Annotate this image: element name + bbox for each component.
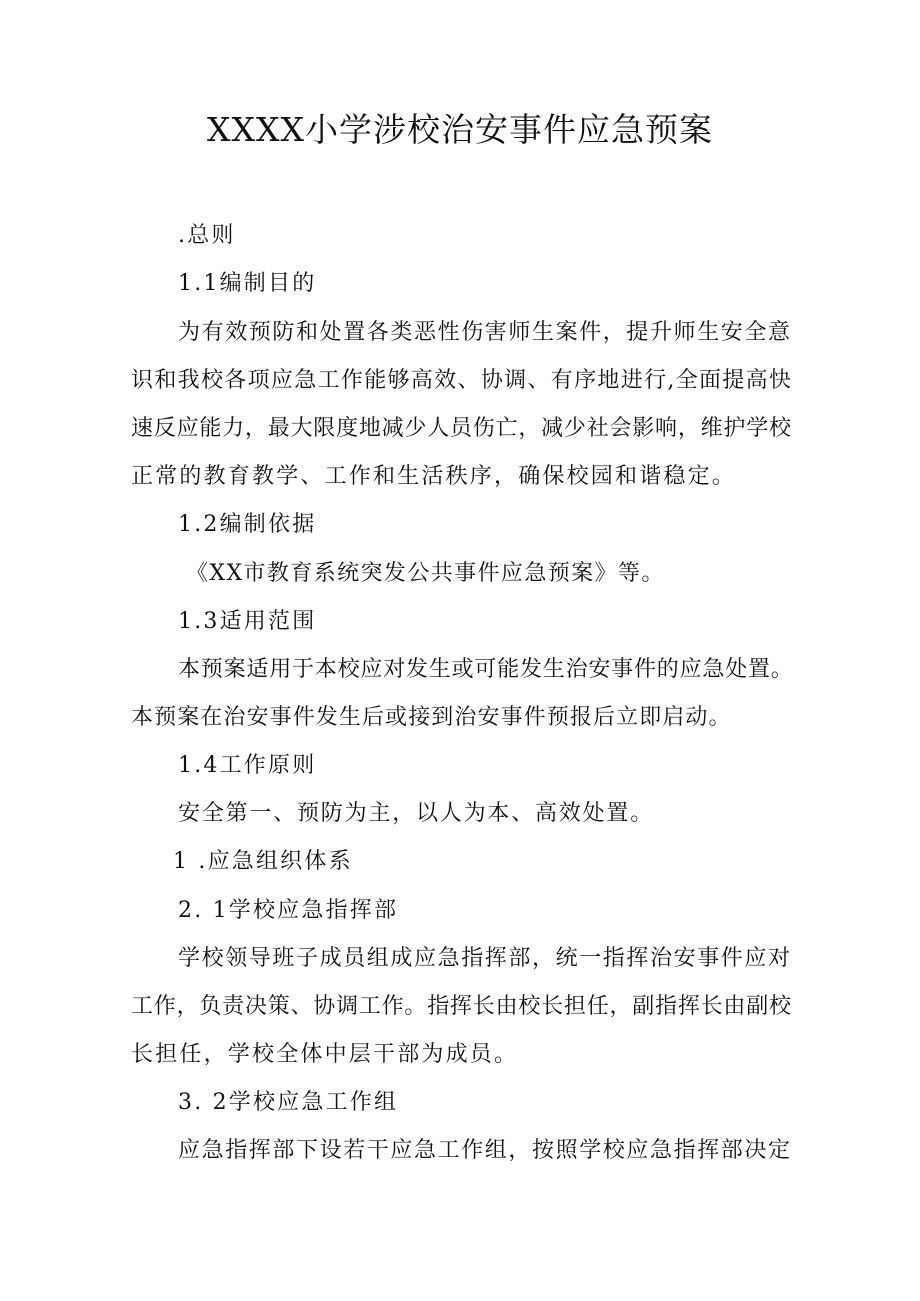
document-title: XXXX小学涉校治安事件应急预案	[207, 110, 713, 149]
heading-3-2: 3. 2学校应急工作组	[178, 1090, 399, 1115]
paragraph-line: 长担任，学校全体中层干部为成员。	[131, 1042, 519, 1067]
paragraph-line: 《XX市教育系统突发公共事件应急预案》等。	[186, 561, 665, 586]
paragraph-line: 应急指挥部下设若干应急工作组，按照学校应急指挥部决定	[178, 1138, 790, 1163]
heading-2-1: 2. 1学校应急指挥部	[178, 898, 399, 923]
heading-general: .总则	[178, 223, 236, 248]
paragraph-line: 本预案在治安事件发生后或接到治安事件预报后立即启动。	[131, 705, 732, 730]
paragraph-line: 为有效预防和处置各类恶性伤害师生案件，提升师生安全意	[178, 320, 790, 345]
heading-1-4: 1.4工作原则	[178, 753, 317, 778]
heading-section-2: 1 .应急组织体系	[173, 849, 353, 874]
paragraph-line: 正常的教育教学、工作和生活秩序，确保校园和谐稳定。	[131, 464, 737, 489]
paragraph-line: 安全第一、预防为主，以人为本、高效处置。	[178, 801, 655, 826]
paragraph-line: 速反应能力，最大限度地减少人员伤亡，减少社会影响，维护学校	[131, 416, 791, 441]
paragraph-line: 本预案适用于本校应对发生或可能发生治安事件的应急处置。	[178, 657, 794, 682]
heading-1-3: 1.3适用范围	[178, 609, 317, 634]
paragraph-line: 识和我校各项应急工作能够高效、协调、有序地进行,全面提高快	[131, 368, 791, 393]
paragraph-line: 工作，负责决策、协调工作。指挥长由校长担任，副指挥长由副校	[131, 994, 791, 1019]
heading-1-1: 1.1编制目的	[178, 271, 317, 296]
heading-1-2: 1.2编制依据	[178, 512, 317, 537]
paragraph-line: 学校领导班子成员组成应急指挥部，统一指挥治安事件应对	[178, 946, 790, 971]
